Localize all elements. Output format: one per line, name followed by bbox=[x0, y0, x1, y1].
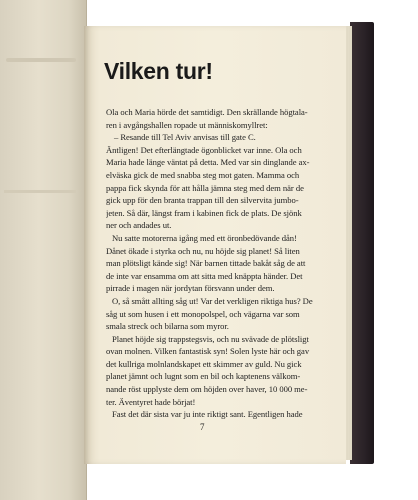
text-line: Dånet ökade i styrka och nu, nu höjde sig planet! Så liten bbox=[106, 245, 300, 256]
text-line: Planet höjde sig trappstegsvis, och nu svävade de plötsligt bbox=[112, 333, 309, 344]
text-line: Fast det där sista var ju inte riktigt sant. Egentligen hade bbox=[112, 409, 303, 420]
chapter-body-text bbox=[106, 106, 338, 421]
text-line: ovan molnen. Vilken fantastisk syn! Solen lyste här och gav bbox=[106, 346, 310, 357]
text-line: ren i avgångshallen ropade ut människomyllret: bbox=[106, 119, 268, 130]
page-number: 7 bbox=[200, 422, 205, 432]
text-line: ter. Äventyret hade börjat! bbox=[106, 396, 196, 407]
text-line: O, så smått allting såg ut! Var det verkligen riktiga hus? De bbox=[112, 295, 313, 306]
text-line: man plötsligt kände sig! När barnen tittade bakåt såg de att bbox=[106, 258, 306, 269]
text-line: det kullriga molnlandskapet ett skimmer av guld. Nu gick bbox=[106, 358, 302, 369]
text-line: planet jämnt och lugnt som en bil och kaptenens välkom- bbox=[106, 371, 301, 382]
text-line: såg ut som husen i ett monopolspel, och vägarna var som bbox=[106, 308, 300, 319]
text-line: jeten. Så där, längst fram i kabinen fick de plats. De sjönk bbox=[106, 207, 302, 218]
text-line: nande röst upplyste dem om höjden over haver, 10 000 me- bbox=[106, 384, 308, 395]
text-line: Ola och Maria hörde det samtidigt. Den skrällande högtala- bbox=[106, 107, 308, 117]
chapter-heading: Vilken tur! bbox=[104, 58, 213, 84]
text-line: Nu satte motorerna igång med ett öronbedövande dån! bbox=[112, 232, 297, 243]
text-line: gick upp för den branta trappan till den silvervita jumbo- bbox=[106, 195, 299, 206]
text-line: elväska gick de med snabba steg mot gaten. Mamma och bbox=[106, 169, 300, 180]
text-line: Maria hade länge väntat på detta. Med var sin dinglande ax- bbox=[106, 157, 310, 168]
book-cover-edge bbox=[350, 22, 374, 464]
text-line: – Resande till Tel Aviv anvisas till gate C. bbox=[114, 132, 256, 143]
facing-page-left bbox=[0, 0, 87, 500]
text-line: ner och andades ut. bbox=[106, 220, 172, 231]
text-line: de inte var ensamma om att sitta med knäppta händer. Det bbox=[106, 270, 303, 281]
text-line: pirrade i magen när jordytan försvann under dem. bbox=[106, 283, 275, 294]
text-line: Äntligen! Det efterlängtade ögonblicket var inne. Ola och bbox=[106, 144, 302, 155]
text-line: pappa fick skynda för att hålla jämna steg med dem när de bbox=[106, 182, 304, 193]
text-line: smala streck och bilarna som myror. bbox=[106, 321, 229, 332]
facing-page-text-shadow bbox=[4, 190, 76, 193]
facing-page-text-shadow bbox=[6, 58, 76, 62]
